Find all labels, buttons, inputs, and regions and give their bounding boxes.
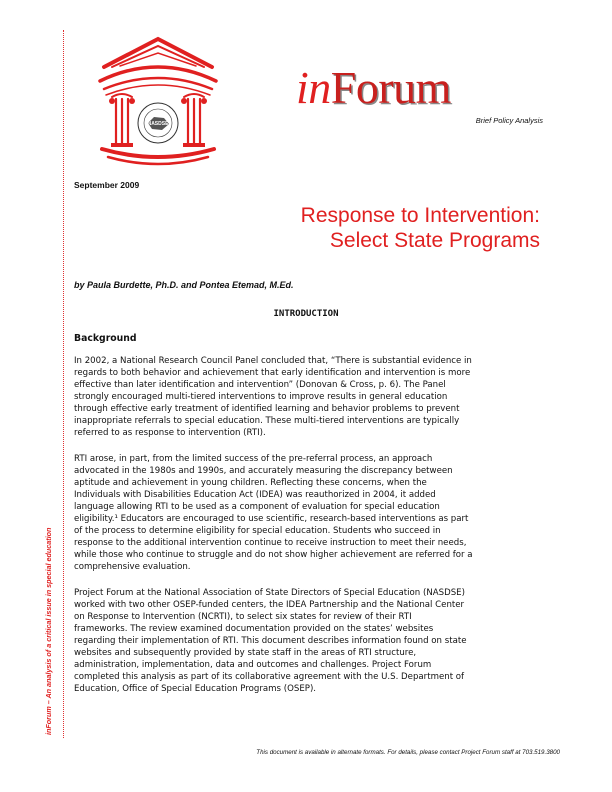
paragraph-2 [74, 453, 542, 573]
title-line-2: Select State Programs [329, 229, 540, 252]
logo-seal-text: NASDSE [147, 121, 169, 127]
authors-byline: by Paula Burdette, Ph.D. and Pontea Etemad, M.Ed. [74, 280, 294, 290]
paragraph-3 [74, 587, 542, 695]
footer-note: This document is available in alternate formats. For details, please contact Project Forum staff at 703.519.3800 [256, 749, 560, 756]
paragraph-line: regarding their implementation of RTI. This document describes information found on state [74, 636, 467, 646]
nasdse-logo [94, 33, 222, 169]
paragraph-line: Education, Office of Special Education Programs (OSEP). [74, 684, 317, 694]
paragraph-line: In 2002, a National Research Council Panel concluded that, “There is substantial evidence in [74, 356, 472, 366]
paragraph-line: through effective early treatment of identified learning and behavior problems to prevent [74, 404, 460, 414]
paragraph-line: on Response to Intervention (NCRTI), to select six states for review of their RTI [74, 612, 412, 622]
paragraph-line: inappropriate referrals to special education. These multi-tiered interventions are typically [74, 416, 460, 426]
paragraph-line: strongly encouraged multi-tiered interventions to improve results in general education [74, 392, 448, 402]
paragraph-line: regards to both behavior and achievement that early identification and intervention is more [74, 368, 471, 378]
masthead-prefix: in [296, 62, 331, 113]
masthead-tagline: Brief Policy Analysis [475, 116, 543, 125]
masthead-word: Forum [330, 62, 451, 113]
paragraph-line: advocated in the 1980s and 1990s, and accurately measuring the discrepancy between [74, 466, 453, 476]
paragraph-line: completed this analysis as part of its collaborative agreement with the U.S. Department of [74, 672, 465, 682]
paragraph-line: of the process to determine eligibility for special education. Students who succeed in [74, 526, 441, 536]
sidebar-vertical-text: inForum – An analysis of a critical issue in special education [44, 527, 53, 735]
paragraph-line: language allowing RTI to be used as a component of evaluation for special education [74, 502, 440, 512]
paragraph-line: referred to as response to intervention (RTI). [74, 428, 266, 438]
masthead-title [296, 64, 451, 111]
publication-date: September 2009 [74, 180, 140, 190]
paragraph-line: while those who continue to struggle and do not show higher achievement are referred for a [74, 550, 473, 560]
section-heading: INTRODUCTION [273, 309, 339, 319]
paragraph-line: Individuals with Disabilities Education Act (IDEA) was reauthorized in 2004, it added [74, 490, 436, 500]
paragraph-line: aptitude and achievement in young children. Reflecting these concerns, when the [74, 478, 427, 488]
paragraph-line: websites and subsequently provided by state staff in the areas of RTI structure, [74, 648, 417, 658]
paragraph-line: comprehensive evaluation. [74, 562, 191, 572]
paragraph-line: response to the additional intervention continue to receive instruction to meet their needs, [74, 538, 467, 548]
paragraph-line: RTI arose, in part, from the limited success of the pre-referral process, an approach [74, 454, 433, 464]
paragraph-line: worked with two other OSEP-funded centers, the IDEA Partnership and the National Center [74, 600, 465, 610]
paragraph-line: administration, implementation, data and outcomes and challenges. Project Forum [74, 660, 432, 670]
subheading-background: Background [74, 333, 137, 344]
paragraph-line: Project Forum at the National Association of State Directors of Special Education (NASDSE) [74, 588, 465, 598]
document-title [301, 203, 540, 253]
margin-dotted-rule [63, 30, 64, 738]
paragraph-1 [74, 355, 542, 439]
paragraph-line: effective than later identification and intervention” (Donovan & Cross, p. 6). The Panel [74, 380, 446, 390]
paragraph-line: frameworks. The review examined documentation provided on the states’ websites [74, 624, 434, 634]
title-line-1: Response to Intervention: [300, 204, 540, 227]
paragraph-line: eligibility.¹ Educators are encouraged to use scientific, research-based interventions as part [74, 514, 469, 524]
